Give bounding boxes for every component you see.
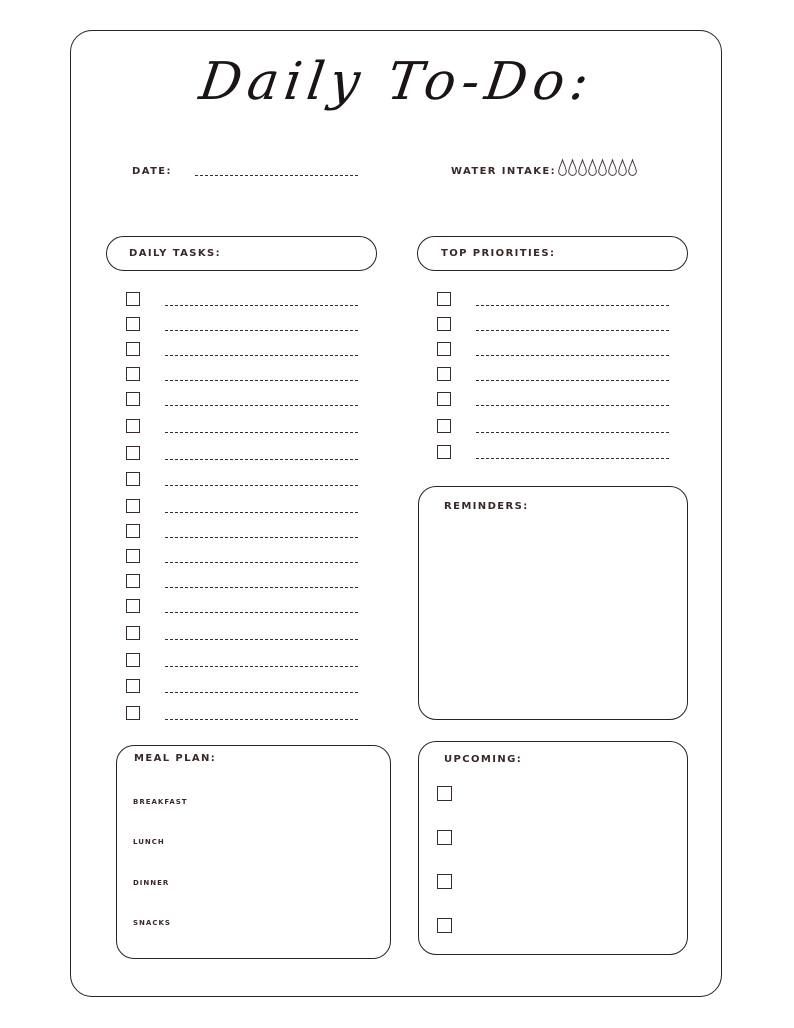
checkbox-icon[interactable] [437,342,451,356]
checkbox-icon[interactable] [126,626,140,640]
checkbox-icon[interactable] [437,830,452,845]
checkbox-icon[interactable] [126,342,140,356]
water-drop-icon[interactable] [618,158,627,178]
task-line[interactable] [476,330,669,331]
water-drop-icon[interactable] [598,158,607,178]
checkbox-icon[interactable] [437,918,452,933]
task-line[interactable] [165,692,358,693]
task-line[interactable] [165,537,358,538]
reminders-box[interactable] [418,486,688,720]
task-line[interactable] [476,380,669,381]
checkbox-icon[interactable] [126,549,140,563]
meal-lunch-label: LUNCH [133,838,165,846]
water-drop-icon[interactable] [588,158,597,178]
checkbox-icon[interactable] [126,446,140,460]
date-label: DATE: [132,166,172,177]
checkbox-icon[interactable] [126,472,140,486]
task-line[interactable] [476,355,669,356]
checkbox-icon[interactable] [437,292,451,306]
task-line[interactable] [476,432,669,433]
meal-snacks-label: SNACKS [133,919,171,927]
task-line[interactable] [165,380,358,381]
water-drop-icon[interactable] [608,158,617,178]
checkbox-icon[interactable] [437,419,451,433]
meal-dinner-label: DINNER [133,879,170,887]
checkbox-icon[interactable] [437,874,452,889]
task-line[interactable] [165,639,358,640]
task-line[interactable] [165,405,358,406]
date-field[interactable] [195,175,358,176]
checkbox-icon[interactable] [126,419,140,433]
checkbox-icon[interactable] [437,786,452,801]
checkbox-icon[interactable] [126,524,140,538]
water-drop-icon[interactable] [628,158,637,178]
upcoming-box [418,741,688,955]
checkbox-icon[interactable] [126,367,140,381]
top-priorities-label: TOP PRIORITIES: [441,248,556,259]
checkbox-icon[interactable] [437,367,451,381]
checkbox-icon[interactable] [126,706,140,720]
task-line[interactable] [165,459,358,460]
task-line[interactable] [165,562,358,563]
task-line[interactable] [165,719,358,720]
task-line[interactable] [165,305,358,306]
task-line[interactable] [165,432,358,433]
water-intake-tracker [558,158,637,178]
meal-plan-label: MEAL PLAN: [134,753,217,764]
checkbox-icon[interactable] [126,292,140,306]
checkbox-icon[interactable] [126,599,140,613]
checkbox-icon[interactable] [126,392,140,406]
task-line[interactable] [165,587,358,588]
checkbox-icon[interactable] [437,392,451,406]
task-line[interactable] [165,485,358,486]
reminders-label: REMINDERS: [444,501,529,512]
water-drop-icon[interactable] [558,158,567,178]
task-line[interactable] [476,405,669,406]
task-line[interactable] [165,330,358,331]
checkbox-icon[interactable] [126,499,140,513]
task-line[interactable] [165,355,358,356]
task-line[interactable] [165,512,358,513]
checkbox-icon[interactable] [126,317,140,331]
water-intake-label: WATER INTAKE: [451,166,557,177]
checkbox-icon[interactable] [126,653,140,667]
page-title: Daily To-Do: [195,52,599,112]
checkbox-icon[interactable] [126,679,140,693]
task-line[interactable] [165,612,358,613]
water-drop-icon[interactable] [578,158,587,178]
daily-tasks-label: DAILY TASKS: [129,248,222,259]
task-line[interactable] [476,458,669,459]
upcoming-label: UPCOMING: [444,754,523,765]
checkbox-icon[interactable] [437,317,451,331]
water-drop-icon[interactable] [568,158,577,178]
task-line[interactable] [165,666,358,667]
checkbox-icon[interactable] [437,445,451,459]
meal-breakfast-label: BREAKFAST [133,798,188,806]
checkbox-icon[interactable] [126,574,140,588]
task-line[interactable] [476,305,669,306]
